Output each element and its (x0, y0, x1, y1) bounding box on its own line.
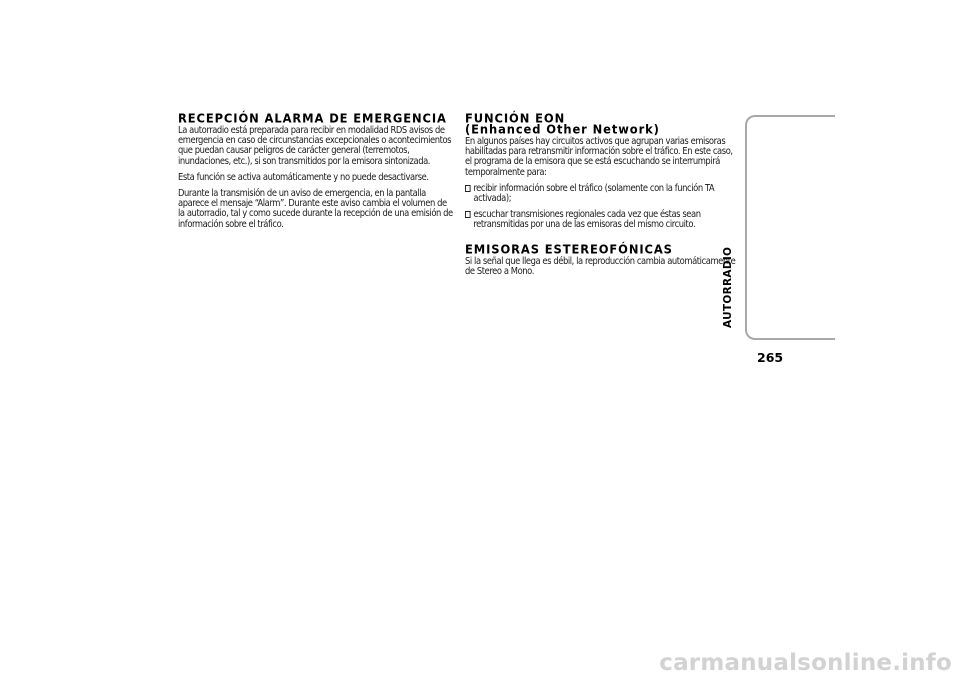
list-item-text: recibir información sobre el tráfico (solamente con la función TA activada); (473, 182, 715, 205)
section-subheading-eon: (Enhanced Other Network) (465, 121, 660, 137)
left-column (178, 110, 453, 236)
section-heading-emergency-alarm: RECEPCIÓN ALARMA DE EMERGENCIA (178, 110, 447, 126)
paragraph-emergency-1: La autorradio está preparada para recibir en modalidad RDS avisos de emergencia en caso de circunstancias excepcionales o acontecimientos que puedan causar peligros de carácter general (terremotos, inundaciones, etc.), si son transmitidos por la emisora sintonizada. (178, 125, 452, 167)
right-column (465, 110, 740, 283)
paragraph-eon: En algunos países hay circuitos activos que agrupan varias emisoras habilitadas para retransmitir información sobre el tráfico. En este caso, el programa de la emisora que se está escuchando se interrumpirá temporalmente para: (465, 136, 733, 178)
checkbox-bullet-icon (465, 211, 471, 218)
list-item (465, 210, 740, 230)
section-heading-eon: FUNCIÓN EON (465, 110, 566, 126)
section-heading-stereo: EMISORAS ESTEREOFÓNICAS (465, 241, 673, 257)
list-item-text: escuchar transmisiones regionales cada vez que éstas sean retransmitidas por una de las emisoras del mismo circuito. (473, 209, 701, 231)
chapter-tab (745, 115, 835, 340)
watermark: carmanualsonline.info (659, 650, 952, 676)
checkbox-bullet-icon (465, 185, 471, 192)
paragraph-emergency-2: Esta función se activa automáticamente y no puede desactivarse. (178, 171, 429, 183)
list-item (465, 184, 740, 204)
chapter-tab-label: AUTORRADIO (722, 246, 734, 328)
paragraph-emergency-3: Durante la transmisión de un aviso de emergencia, en la pantalla aparece el mensaje “Alarm”. Durante este aviso cambia el volumen de la autorradio, tal y como sucede durante la recepción de una emisión de información sobre el tráfico. (178, 188, 453, 230)
paragraph-stereo: Si la señal que llega es débil, la reproducción cambia automáticamente de Stereo a Mono. (465, 255, 736, 277)
page-number: 265 (757, 350, 784, 365)
